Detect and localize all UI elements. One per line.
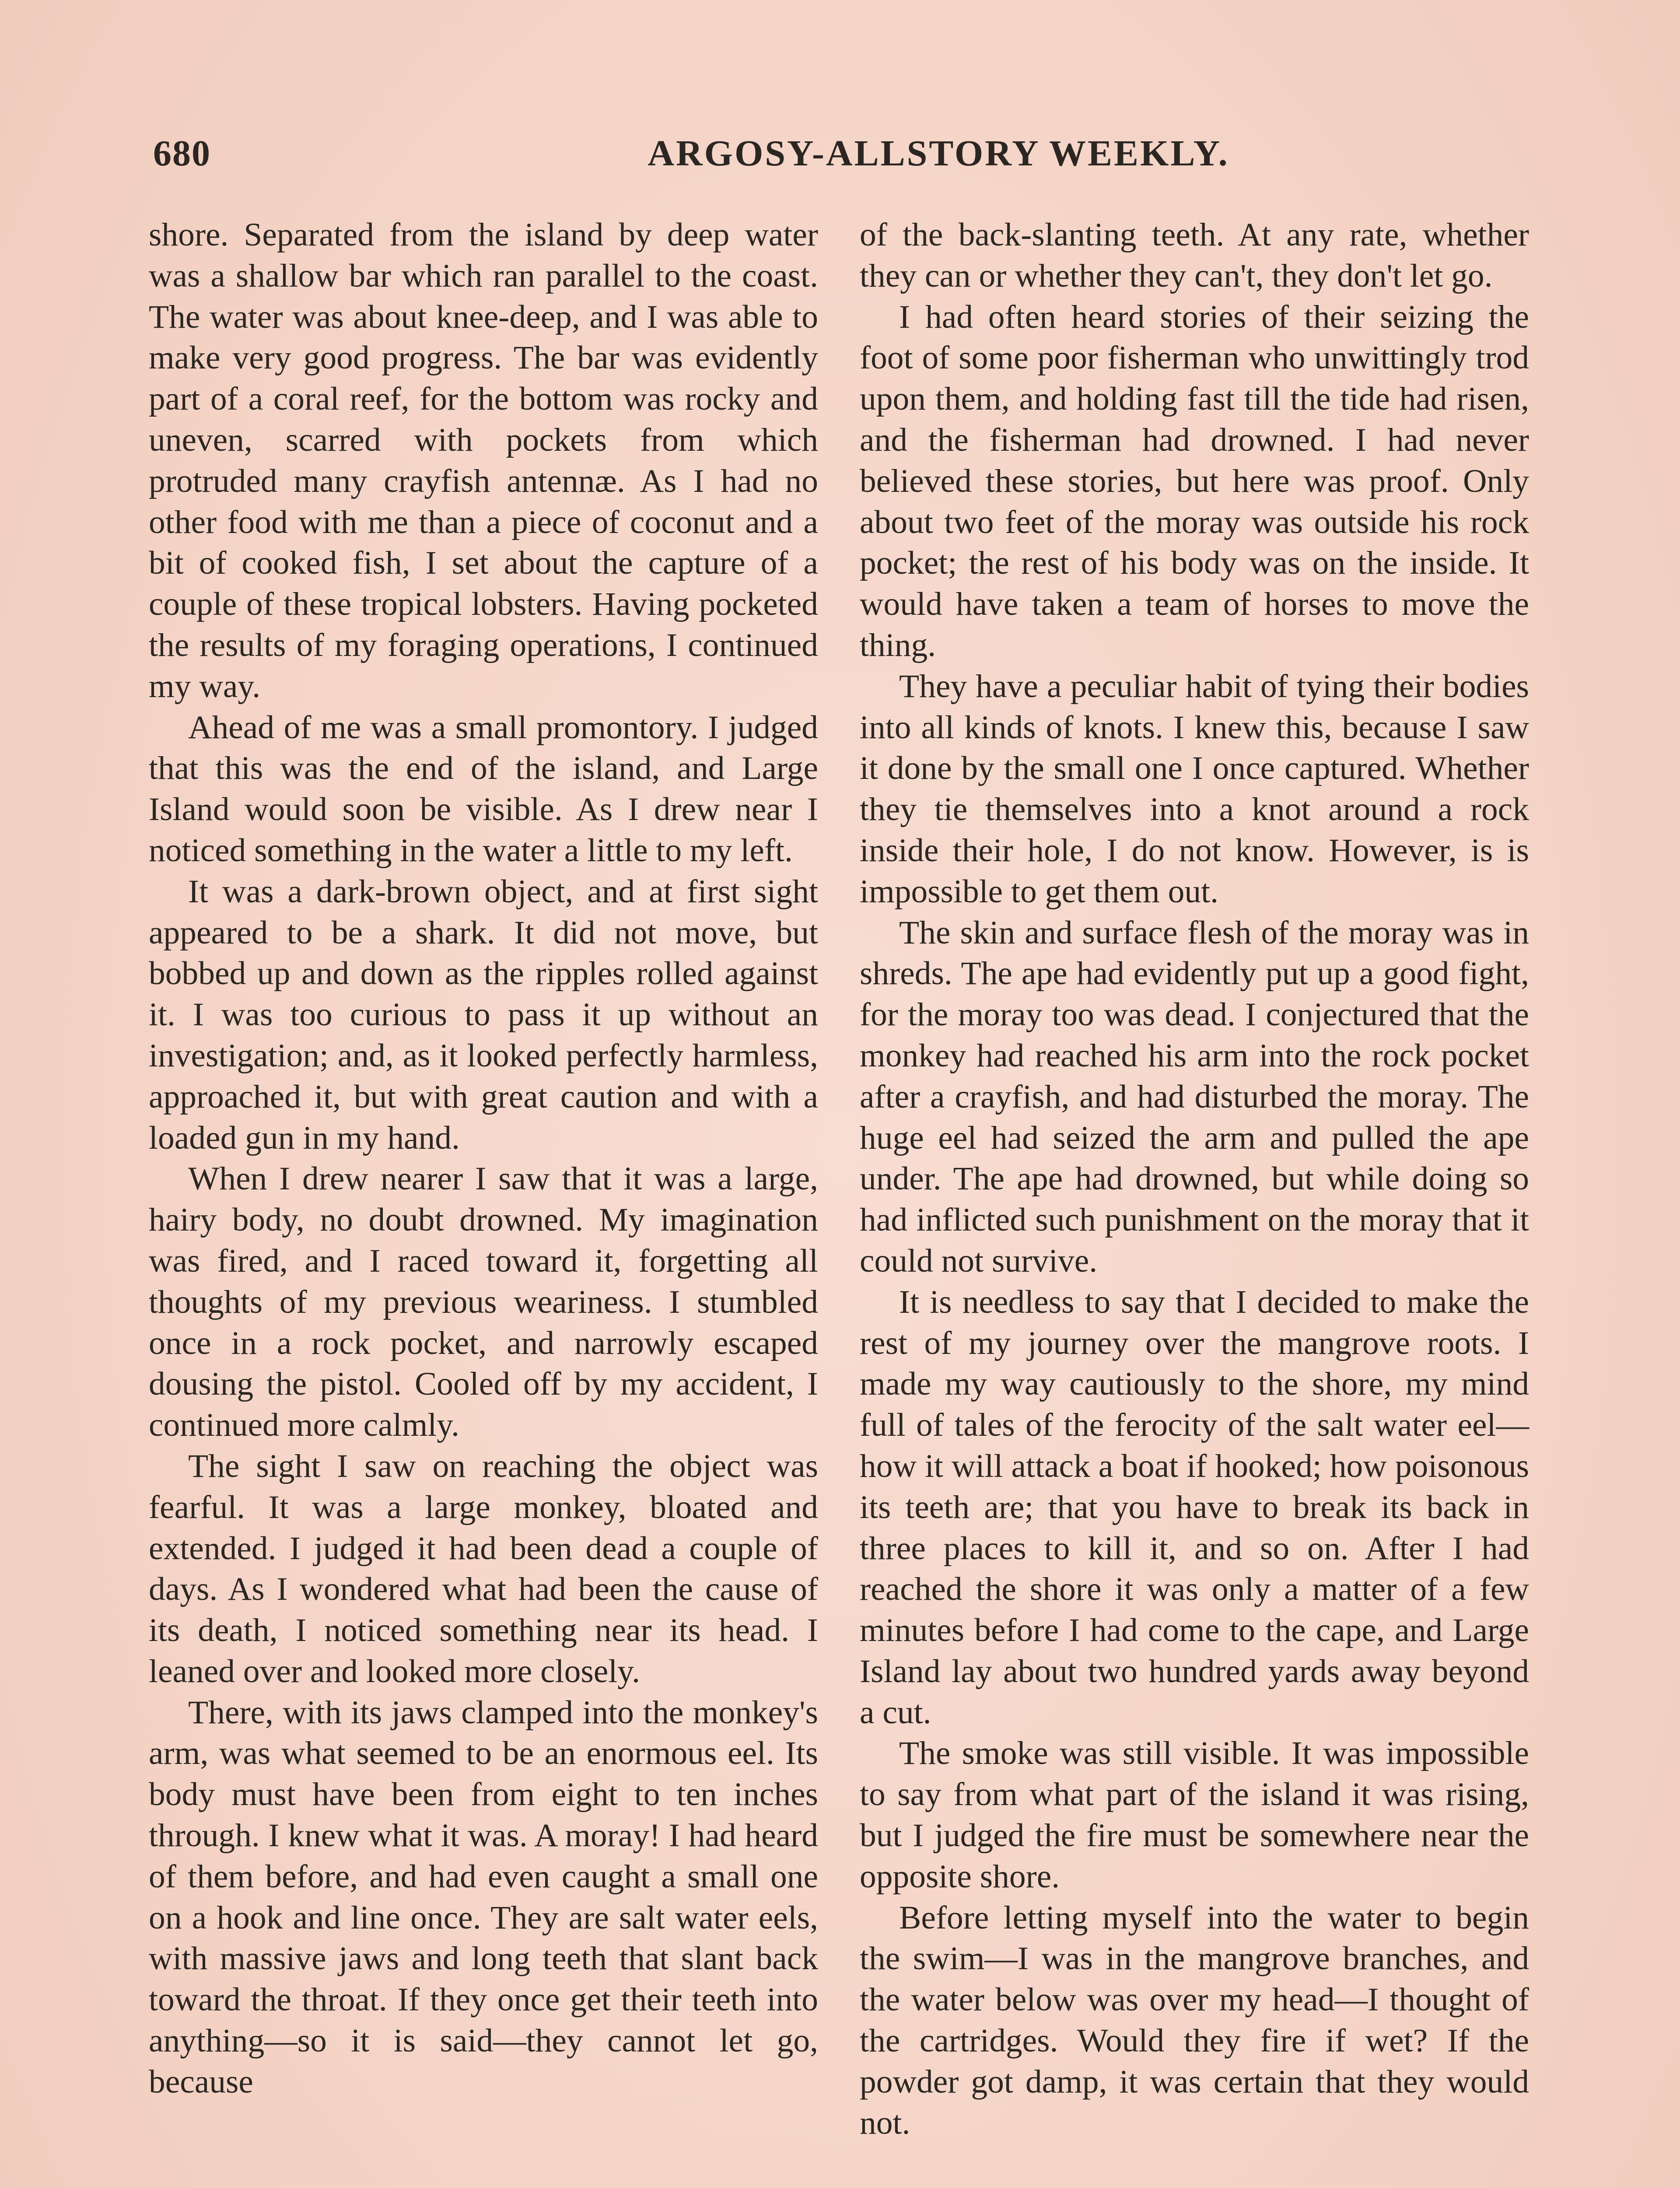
paragraph: They have a peculiar habit of tying their bodies into all kinds of knots. I knew this, because I saw it done by the small one I once captured. Whether they tie themselves into a knot around a rock inside their hole, I do not know. However, is is impossible to get them out. bbox=[860, 668, 1529, 910]
paragraph: of the back-slanting teeth. At any rate, whether they can or whether they can't, they don't let go. bbox=[860, 217, 1529, 294]
paragraph: Before letting myself into the water to begin the swim—I was in the mangrove branches, and the water below was over my head—I thought of the cartridges. Would they fire if wet? If the powder got damp, it was certain that they would not. bbox=[860, 1899, 1529, 2141]
paragraph: It is needless to say that I decided to make the rest of my journey over the mangrove roots. I made my way cautiously to the shore, my mind full of tales of the ferocity of the salt water eel—how it will attack a boat if hooked; how poisonous its teeth are; that you have to break its back in three places to kill it, and so on. After I had reached the shore it was only a matter of a few minutes before I had come to the cape, and Large Island lay about two hundred yards away beyond a cut. bbox=[860, 1283, 1529, 1731]
paragraph: The smoke was still visible. It was impossible to say from what part of the island it was rising, but I judged the fire must be somewhere near the opposite shore. bbox=[860, 1735, 1529, 1895]
paragraph: I had often heard stories of their seizing the foot of some poor fisherman who unwittingly trod upon them, and holding fast till the tide had risen, and the fisherman had drowned. I had never believed these stories, but here was proof. Only about two feet of the moray was outside his rock pocket; the rest of his body was on the inside. It would have taken a team of horses to move the thing. bbox=[860, 298, 1529, 663]
paragraph: When I drew nearer I saw that it was a large, hairy body, no doubt drowned. My imagination was fired, and I raced toward it, forgetting all thoughts of my previous weariness. I stumbled once in a rock pocket, and narrowly escaped dousing the pistol. Cooled off by my accident, I continued more calmly. bbox=[149, 1161, 818, 1444]
running-head: ARGOSY-ALLSTORY WEEKLY. bbox=[648, 133, 1229, 174]
paragraph: shore. Separated from the island by deep water was a shallow bar which ran parallel to the coast. The water was about knee-deep, and I was able to make very good progress. The bar was evidently part of a coral reef, for the bottom was rocky and uneven, scarred with pockets from which protruded many crayfish antennæ. As I had no other food with me than a piece of coconut and a bit of cooked fish, I set about the capture of a couple of these tropical lobsters. Having pocketed the results of my foraging operations, I continued my way. bbox=[149, 217, 818, 705]
paragraph: The sight I saw on reaching the object was fearful. It was a large monkey, bloated and extended. I judged it had been dead a couple of days. As I wondered what had been the cause of its death, I noticed something near its head. I leaned over and looked more closely. bbox=[149, 1448, 818, 1690]
left-column bbox=[149, 214, 818, 2103]
right-column bbox=[860, 214, 1529, 2143]
paragraph: Ahead of me was a small promontory. I judged that this was the end of the island, and Large Island would soon be visible. As I drew near I noticed something in the water a little to my left. bbox=[149, 709, 818, 869]
page-header bbox=[153, 130, 1540, 178]
paragraph: The skin and surface flesh of the moray was in shreds. The ape had evidently put up a good fight, for the moray too was dead. I conjectured that the monkey had reached his arm into the rock pocket after a crayfish, and had disturbed the moray. The huge eel had seized the arm and pulled the ape under. The ape had drowned, but while doing so had inflicted such punishment on the moray that it could not survive. bbox=[860, 914, 1529, 1279]
paragraph: There, with its jaws clamped into the monkey's arm, was what seemed to be an enormous eel. Its body must have been from eight to ten inches through. I knew what it was. A moray! I had heard of them before, and had even caught a small one on a hook and line once. They are salt water eels, with massive jaws and long teeth that slant back toward the throat. If they once get their teeth into anything—so it is said—they cannot let go, because bbox=[149, 1694, 818, 2100]
paragraph: It was a dark-brown object, and at first sight appeared to be a shark. It did not move, but bobbed up and down as the ripples rolled against it. I was too curious to pass it up without an investigation; and, as it looked perfectly harmless, approached it, but with great caution and with a loaded gun in my hand. bbox=[149, 873, 818, 1156]
page-number: 680 bbox=[153, 133, 211, 174]
